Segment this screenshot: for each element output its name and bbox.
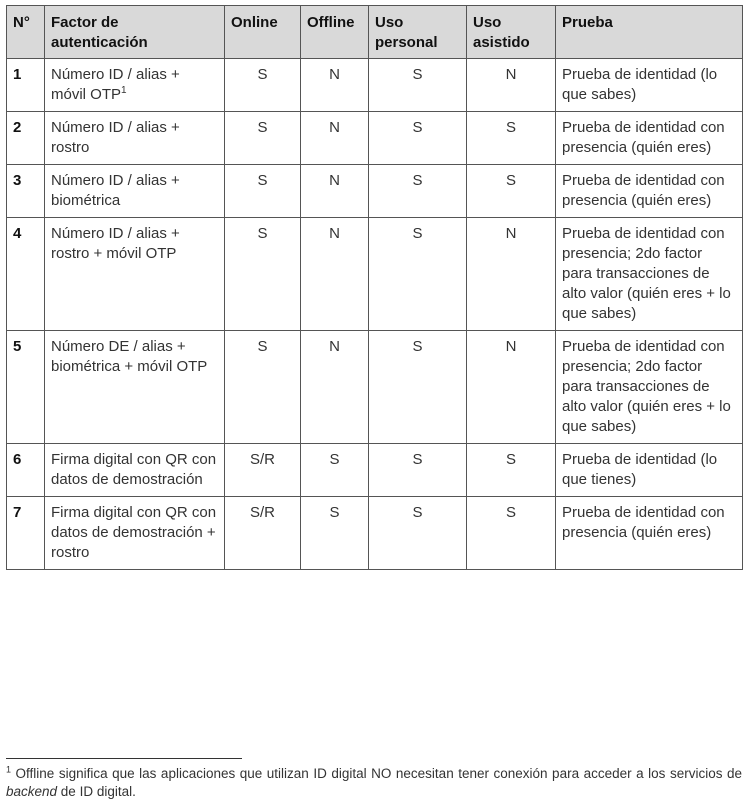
- row-offline: N: [301, 331, 369, 444]
- footnote-number: 1: [6, 764, 12, 775]
- row-number: 6: [7, 444, 45, 497]
- row-online: S/R: [225, 497, 301, 570]
- table-row: [7, 112, 743, 165]
- row-number: 3: [7, 165, 45, 218]
- row-factor: Número DE / alias + biométrica + móvil OTP: [45, 331, 225, 444]
- row-personal-use: S: [369, 218, 467, 331]
- header-proof: Prueba: [556, 6, 743, 59]
- row-offline: S: [301, 444, 369, 497]
- row-online: S/R: [225, 444, 301, 497]
- row-number: 1: [7, 59, 45, 112]
- row-assisted-use: N: [467, 218, 556, 331]
- footnote-emphasis: backend: [6, 784, 58, 799]
- row-personal-use: S: [369, 444, 467, 497]
- row-assisted-use: S: [467, 444, 556, 497]
- row-assisted-use: S: [467, 165, 556, 218]
- row-factor-text: Número ID / alias + móvil OTP: [51, 66, 180, 103]
- row-proof: Prueba de identidad (lo que sabes): [556, 59, 743, 112]
- row-proof: Prueba de identidad con presencia; 2do factor para transacciones de alto valor (quién eres + lo que sabes): [556, 331, 743, 444]
- row-factor: Firma digital con QR con datos de demostración: [45, 444, 225, 497]
- footnote: [6, 765, 742, 801]
- row-proof: Prueba de identidad con presencia (quién eres): [556, 112, 743, 165]
- row-online: S: [225, 165, 301, 218]
- row-online: S: [225, 112, 301, 165]
- row-proof: Prueba de identidad con presencia (quién eres): [556, 497, 743, 570]
- header-offline: Offline: [301, 6, 369, 59]
- table-row: [7, 444, 743, 497]
- row-personal-use: S: [369, 59, 467, 112]
- header-personal-use: Uso personal: [369, 6, 467, 59]
- row-online: S: [225, 59, 301, 112]
- footnote-marker: 1: [121, 85, 127, 96]
- row-factor: Número ID / alias + rostro: [45, 112, 225, 165]
- row-personal-use: S: [369, 165, 467, 218]
- header-factor: Factor de autenticación: [45, 6, 225, 59]
- row-offline: N: [301, 165, 369, 218]
- row-offline: S: [301, 497, 369, 570]
- footnote-text-before: Offline significa que las aplicaciones que utilizan ID digital NO necesitan tener conexión para acceder a los servicios de: [11, 766, 742, 781]
- row-offline: N: [301, 218, 369, 331]
- row-number: 2: [7, 112, 45, 165]
- row-personal-use: S: [369, 497, 467, 570]
- row-assisted-use: S: [467, 112, 556, 165]
- row-number: 7: [7, 497, 45, 570]
- header-online: Online: [225, 6, 301, 59]
- row-assisted-use: N: [467, 331, 556, 444]
- authentication-factors-table: [6, 5, 743, 570]
- header-assisted-use: Uso asistido: [467, 6, 556, 59]
- row-personal-use: S: [369, 112, 467, 165]
- table-row: [7, 165, 743, 218]
- row-number: 4: [7, 218, 45, 331]
- row-proof: Prueba de identidad con presencia (quién eres): [556, 165, 743, 218]
- row-number: 5: [7, 331, 45, 444]
- footnote-text-after: de ID digital.: [57, 784, 136, 799]
- table-header-row: [7, 6, 743, 59]
- table-row: [7, 331, 743, 444]
- table-row: [7, 497, 743, 570]
- header-number: N°: [7, 6, 45, 59]
- row-proof: Prueba de identidad (lo que tienes): [556, 444, 743, 497]
- table-row: [7, 218, 743, 331]
- row-factor: Número ID / alias + biométrica: [45, 165, 225, 218]
- row-assisted-use: S: [467, 497, 556, 570]
- row-proof: Prueba de identidad con presencia; 2do factor para transacciones de alto valor (quién eres + lo que sabes): [556, 218, 743, 331]
- table-row: [7, 59, 743, 112]
- row-personal-use: S: [369, 331, 467, 444]
- row-online: S: [225, 218, 301, 331]
- row-factor: [45, 59, 225, 112]
- row-factor: Firma digital con QR con datos de demostración + rostro: [45, 497, 225, 570]
- row-offline: N: [301, 59, 369, 112]
- footnote-separator: [6, 758, 242, 759]
- row-factor: Número ID / alias + rostro + móvil OTP: [45, 218, 225, 331]
- row-offline: N: [301, 112, 369, 165]
- row-assisted-use: N: [467, 59, 556, 112]
- row-online: S: [225, 331, 301, 444]
